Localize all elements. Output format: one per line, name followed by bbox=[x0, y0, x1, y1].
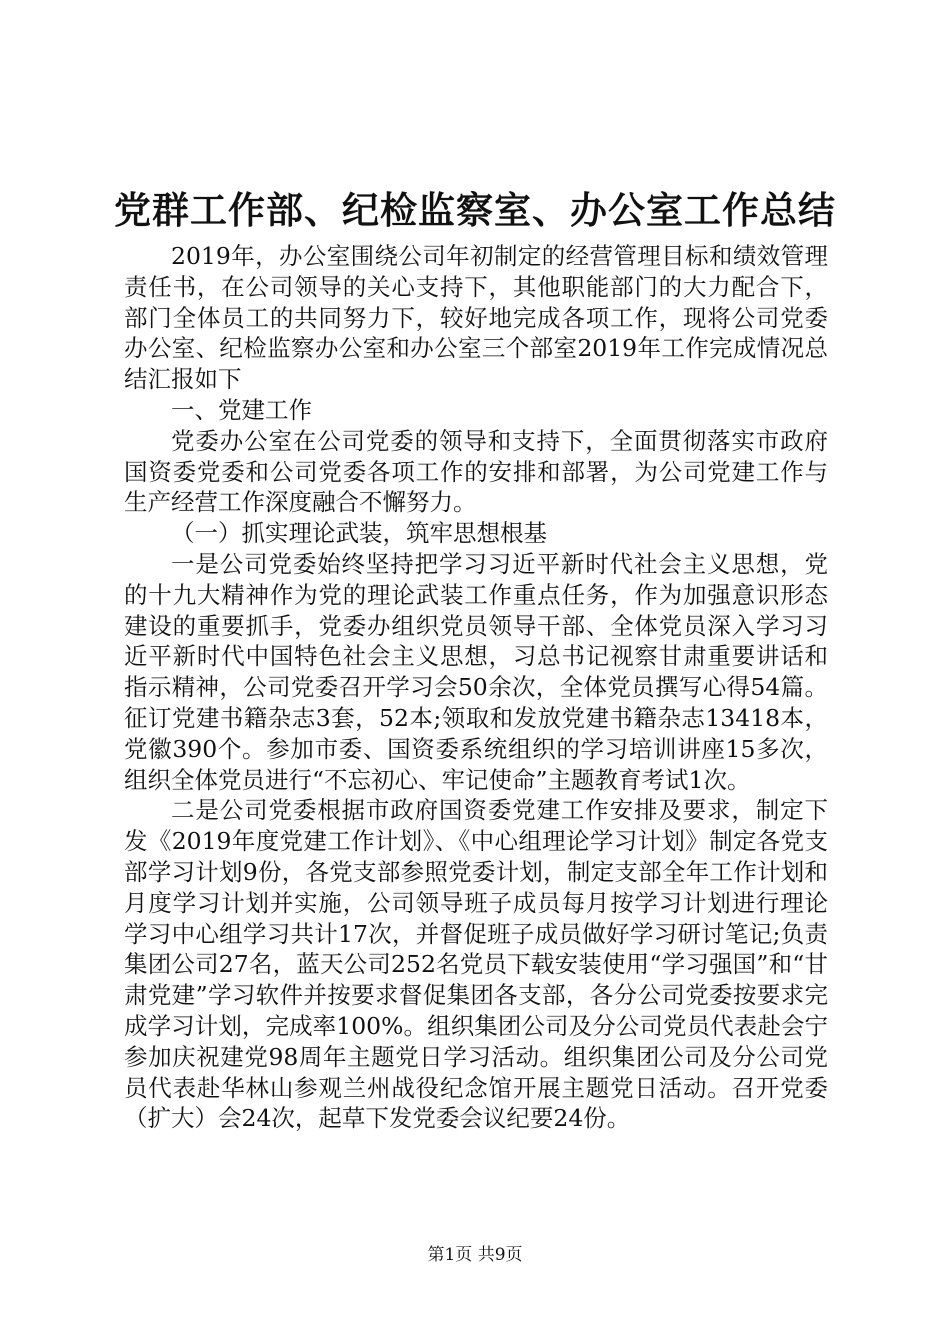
section-heading-party-building: 一、党建工作 bbox=[171, 395, 312, 424]
body-paragraph-first: 一是公司党委始终坚持把学习习近平新时代社会主义思想，党的十九大精神作为党的理论武装工作重点任务，作为加强意识形态建设的重要抓手，党委办组织党员领导干部、全体党员深入学习习近平新时代中国特色社会主义思想，习总书记视察甘肃重要讲话和指示精神，公司党委召开学习会50余次，全体党员撰写心得54篇。征订党建书籍杂志3套，52本;领取和发放党建书籍杂志13418本，党徽390个。参加市委、国资委系统组织的学习培训讲座15多次，组织全体党员进行“不忘初心、牢记使命”主题教育考试1次。 bbox=[124, 549, 828, 794]
document-title: 党群工作部、纪检监察室、办公室工作总结 bbox=[114, 188, 836, 232]
body-paragraph-second: 二是公司党委根据市政府国资委党建工作安排及要求，制定下发《2019年度党建工作计划》、《中心组理论学习计划》制定各党支部学习计划9份，各党支部参照党委计划，制定支部全年工作计划和月度学习计划并实施，公司领导班子成员每月按学习计划进行理论学习中心组学习共计17次，并督促班子成员做好学习研讨笔记;负责集团公司27名，蓝天公司252名党员下载安装使用“学习强国”和“甘肃党建”学习软件并按要求督促集团各支部，各分公司党委按要求完成学习计划，完成率100%。组织集团公司及分公司党员代表赴会宁参加庆祝建党98周年主题党日学习活动。组织集团公司及分公司党员代表赴华林山参观兰州战役纪念馆开展主题党日活动。召开党委（扩大）会24次，起草下发党委会议纪要24份。 bbox=[124, 796, 828, 1133]
page-number-footer: 第1页 共9页 bbox=[427, 1245, 523, 1265]
section-intro-paragraph: 党委办公室在公司党委的领导和支持下，全面贯彻落实市政府国资委党委和公司党委各项工作的安排和部署，为公司党建工作与生产经营工作深度融合不懈努力。 bbox=[124, 426, 828, 517]
subsection-heading-theory: （一）抓实理论武装，筑牢思想根基 bbox=[171, 519, 547, 548]
intro-paragraph: 2019年，办公室围绕公司年初制定的经营管理目标和绩效管理责任书，在公司领导的关心支持下，其他职能部门的大力配合下，部门全体员工的共同努力下，较好地完成各项工作，现将公司党委办公室、纪检监察办公室和办公室三个部室2019年工作完成情况总结汇报如下 bbox=[124, 242, 828, 394]
document-body bbox=[124, 241, 828, 1134]
